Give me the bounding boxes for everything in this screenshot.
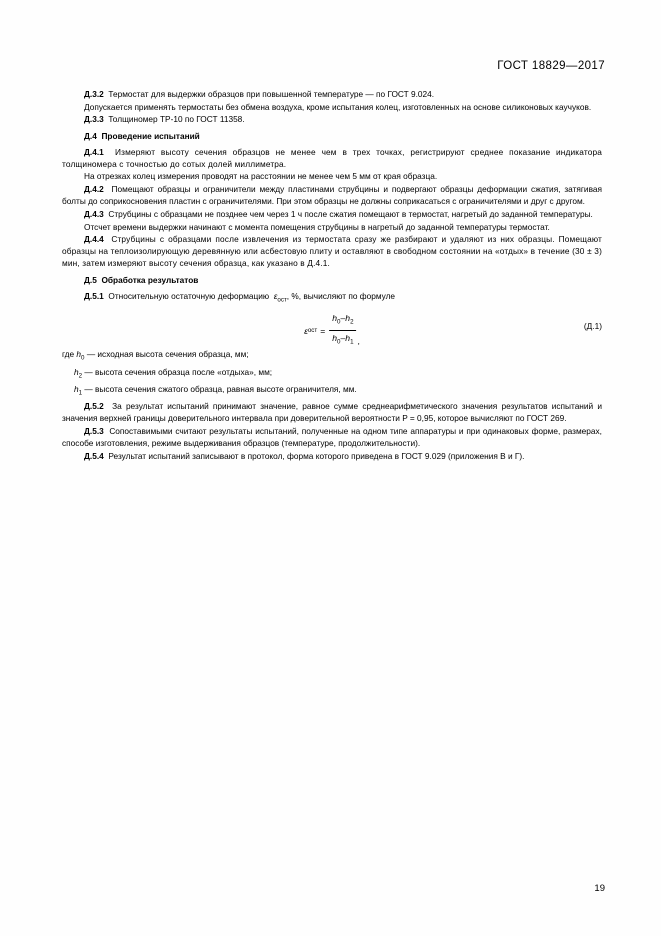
formula-symbol-epsilon-subscript: ост xyxy=(277,296,287,304)
paragraph-text: За результат испытаний принимают значение, равное сумме среднеарифметического значения результатов испытаний и значения верхней границы доверительного интервала при доверительной вероятности P = 0,95, которое вычисляют по ГОСТ 269. xyxy=(62,401,602,424)
definition-symbol: h xyxy=(76,349,82,360)
formula-num-h2: h xyxy=(345,313,351,324)
formula-numerator xyxy=(329,312,356,330)
definition-text: — высота сечения сжатого образца, равная высоте ограничителя, мм. xyxy=(84,384,357,394)
paragraph-text: Допускается применять термостаты без обмена воздуха, кроме испытания колец, изготовленных на основе силиконовых каучуков. xyxy=(84,101,592,112)
paragraph-text: Результат испытаний записывают в протокол, форма которого приведена в ГОСТ 9.029 (приложения В и Г). xyxy=(108,450,525,461)
paragraph-text-tail: , %, вычисляют по формуле xyxy=(286,290,396,301)
formula-equals: = xyxy=(320,325,326,336)
formula-den-minus: – xyxy=(340,333,346,344)
paragraph-text: Толщиномер ТР-10 по ГОСТ 11358. xyxy=(108,114,245,125)
paragraph-number: Д.5.3 xyxy=(84,426,104,437)
section-number: Д.5 xyxy=(84,275,97,286)
formula-num-minus: – xyxy=(340,313,346,324)
paragraph-text: Термостат для выдержки образцов при повышенной температуре — по ГОСТ 9.024. xyxy=(108,89,435,99)
formula-block xyxy=(62,312,602,346)
paragraph-d-5-3 xyxy=(62,425,602,449)
paragraph-d-4-1 xyxy=(62,146,602,170)
definition-symbol-subscript: 0 xyxy=(81,354,85,362)
formula-lhs-subscript: ост xyxy=(307,326,318,334)
formula-definitions xyxy=(62,348,602,399)
definition-text: — высота сечения образца после «отдыха», мм; xyxy=(84,366,273,377)
section-heading-d-4 xyxy=(62,130,602,142)
paragraph-d-3-2 xyxy=(62,88,602,100)
formula-num-h0-sub: 0 xyxy=(337,319,341,327)
paragraph-d-4-2 xyxy=(62,183,602,207)
definition-lead: где xyxy=(62,349,75,360)
paragraph-number: Д.4.2 xyxy=(84,184,104,195)
formula-comma: , xyxy=(357,335,360,346)
definition-text: — исходная высота сечения образца, мм; xyxy=(86,349,249,360)
paragraph-text: Струбцины с образцами после извлечения из термостата сразу же разбирают и удаляют из них образцы. Помещают образцы на теплоизолирующую деревянную или асбестовую плиту и оставляют в свободном состоянии на «отдых» в течение (30 ± 3) мин, затем измеряют высоту сечения образца, как указано в Д.4.1. xyxy=(62,234,602,269)
paragraph-d-3-2-note xyxy=(62,101,602,113)
page-header-standard-ref: ГОСТ 18829—2017 xyxy=(497,60,605,72)
paragraph-d-4-1-note xyxy=(62,170,602,182)
paragraph-number: Д.4.4 xyxy=(84,234,104,245)
paragraph-d-5-4 xyxy=(62,450,602,462)
paragraph-text: Отсчет времени выдержки начинают с момента помещения струбцины в нагретый до заданной температуры термостат. xyxy=(84,221,550,232)
formula-num-h0: h xyxy=(332,313,338,324)
definition-symbol: h xyxy=(74,366,79,377)
formula-number: (Д.1) xyxy=(583,321,602,332)
definition-h2 xyxy=(62,366,602,383)
paragraph-d-4-4 xyxy=(62,233,602,269)
paragraph-number: Д.5.1 xyxy=(84,290,104,301)
paragraph-d-5-2 xyxy=(62,400,602,424)
definition-h1 xyxy=(62,383,602,400)
section-heading-d-5 xyxy=(62,274,602,286)
paragraph-text: На отрезках колец измерения проводят на расстоянии не менее чем 5 мм от края образца. xyxy=(84,171,438,182)
paragraph-text: Измеряют высоту сечения образцов не менее чем в трех точках, регистрируют среднее показание индикатора толщиномера с точностью до сотых долей миллиметра. xyxy=(62,146,602,169)
paragraph-text: Сопоставимыми считают результаты испытаний, полученные на одном типе аппаратуры и при одинаковых форме, размерах, способе изготовления, режиме выдерживания образцов (температуре, продолжительности). xyxy=(62,426,602,449)
page-number: 19 xyxy=(594,883,605,894)
formula-den-h1-sub: 1 xyxy=(350,338,354,346)
formula-num-h2-sub: 2 xyxy=(350,319,354,327)
paragraph-text: Помещают образцы и ограничители между пластинами струбцины и подвергают образцы деформации сжатия, затягивая болты до соприкосновения пластин с ограничителями. При этом образцы не должны соприкасаться с ограничителями и друг с другом. xyxy=(62,184,602,207)
definition-symbol: h xyxy=(74,384,79,394)
paragraph-number: Д.5.4 xyxy=(84,450,104,461)
section-title: Проведение испытаний xyxy=(101,131,200,142)
section-number: Д.4 xyxy=(84,131,97,142)
formula-expression xyxy=(304,312,360,349)
paragraph-d-3-3 xyxy=(62,113,602,125)
formula-den-h0-sub: 0 xyxy=(337,338,341,346)
definition-h0 xyxy=(62,348,602,365)
paragraph-number: Д.4.1 xyxy=(84,146,104,157)
formula-denominator xyxy=(329,331,356,349)
paragraph-d-4-3-note xyxy=(62,221,602,233)
paragraph-d-4-3 xyxy=(62,208,602,220)
paragraph-text: Относительную остаточную деформацию xyxy=(108,290,270,301)
formula-den-h0: h xyxy=(332,333,338,344)
definition-symbol-subscript: 1 xyxy=(78,389,83,397)
formula-lhs: ε xyxy=(304,325,308,336)
document-body xyxy=(62,88,602,463)
paragraph-number: Д.3.3 xyxy=(84,114,104,125)
paragraph-number: Д.4.3 xyxy=(84,208,104,219)
definition-symbol-subscript: 2 xyxy=(78,372,83,380)
section-title: Обработка результатов xyxy=(101,275,199,286)
formula-symbol-epsilon: ε xyxy=(273,290,278,301)
formula-fraction xyxy=(329,312,356,349)
paragraph-d-5-1 xyxy=(62,290,602,307)
paragraph-text: Струбцины с образцами не позднее чем через 1 ч после сжатия помещают в термостат, нагретый до заданной температуры. xyxy=(108,208,593,219)
paragraph-number: Д.3.2 xyxy=(84,89,104,99)
paragraph-number: Д.5.2 xyxy=(84,401,104,412)
formula-den-h1: h xyxy=(345,333,351,344)
